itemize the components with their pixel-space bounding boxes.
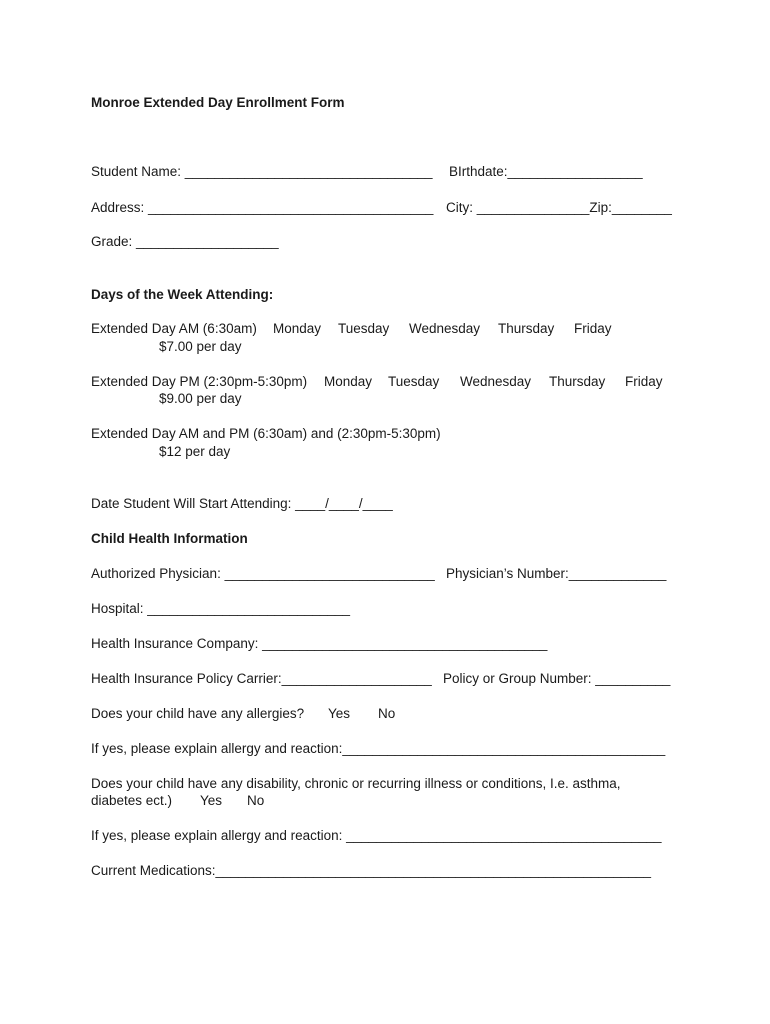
- policy-carrier-field[interactable]: Health Insurance Policy Carrier:____________________: [91, 671, 432, 686]
- policy-number-field[interactable]: Policy or Group Number: __________: [443, 671, 671, 686]
- birthdate-field[interactable]: BIrthdate:__________________: [449, 164, 643, 179]
- disability-question-line2: diabetes ect.): [91, 793, 173, 808]
- session-am-thursday[interactable]: Thursday: [498, 321, 555, 336]
- health-heading: Child Health Information: [91, 531, 248, 546]
- disability-no-option[interactable]: No: [247, 793, 265, 808]
- allergies-no-option[interactable]: No: [378, 706, 396, 721]
- insurance-company-field[interactable]: Health Insurance Company: ______________________________________: [91, 636, 548, 651]
- student-name-field[interactable]: Student Name: _________________________________: [91, 164, 433, 179]
- city-zip-field[interactable]: City: _______________Zip:________: [446, 200, 672, 215]
- session-both-price: $12 per day: [159, 444, 231, 459]
- session-pm-tuesday[interactable]: Tuesday: [388, 374, 440, 389]
- address-field[interactable]: Address: ______________________________________: [91, 200, 434, 215]
- session-pm-label: Extended Day PM (2:30pm-5:30pm): [91, 374, 308, 389]
- physician-number-field[interactable]: Physician’s Number:_____________: [446, 566, 667, 581]
- condition-explain-field[interactable]: If yes, please explain allergy and reaction: __________________________________________: [91, 828, 662, 843]
- start-date-field[interactable]: Date Student Will Start Attending: ____/____/____: [91, 496, 393, 511]
- physician-field[interactable]: Authorized Physician: ____________________________: [91, 566, 435, 581]
- allergy-explain-field[interactable]: If yes, please explain allergy and reaction:___________________________________________: [91, 741, 666, 756]
- session-am-monday[interactable]: Monday: [273, 321, 322, 336]
- session-pm-friday[interactable]: Friday: [625, 374, 663, 389]
- disability-question-line1: Does your child have any disability, chronic or recurring illness or conditions, I.e. asthma,: [91, 776, 621, 791]
- allergies-question: Does your child have any allergies?: [91, 706, 305, 721]
- allergies-yes-option[interactable]: Yes: [328, 706, 351, 721]
- form-title: Monroe Extended Day Enrollment Form: [91, 95, 345, 110]
- session-am-tuesday[interactable]: Tuesday: [338, 321, 390, 336]
- session-pm-price: $9.00 per day: [159, 391, 242, 406]
- session-both-label[interactable]: Extended Day AM and PM (6:30am) and (2:30pm-5:30pm): [91, 426, 441, 441]
- session-am-wednesday[interactable]: Wednesday: [409, 321, 481, 336]
- grade-field[interactable]: Grade: ___________________: [91, 234, 279, 249]
- days-heading: Days of the Week Attending:: [91, 287, 274, 302]
- medications-field[interactable]: Current Medications:__________________________________________________________: [91, 863, 652, 878]
- disability-yes-option[interactable]: Yes: [200, 793, 223, 808]
- hospital-field[interactable]: Hospital: ___________________________: [91, 601, 350, 616]
- session-am-friday[interactable]: Friday: [574, 321, 612, 336]
- session-am-price: $7.00 per day: [159, 339, 242, 354]
- session-am-label: Extended Day AM (6:30am): [91, 321, 257, 336]
- session-pm-monday[interactable]: Monday: [324, 374, 373, 389]
- session-pm-thursday[interactable]: Thursday: [549, 374, 606, 389]
- session-pm-wednesday[interactable]: Wednesday: [460, 374, 532, 389]
